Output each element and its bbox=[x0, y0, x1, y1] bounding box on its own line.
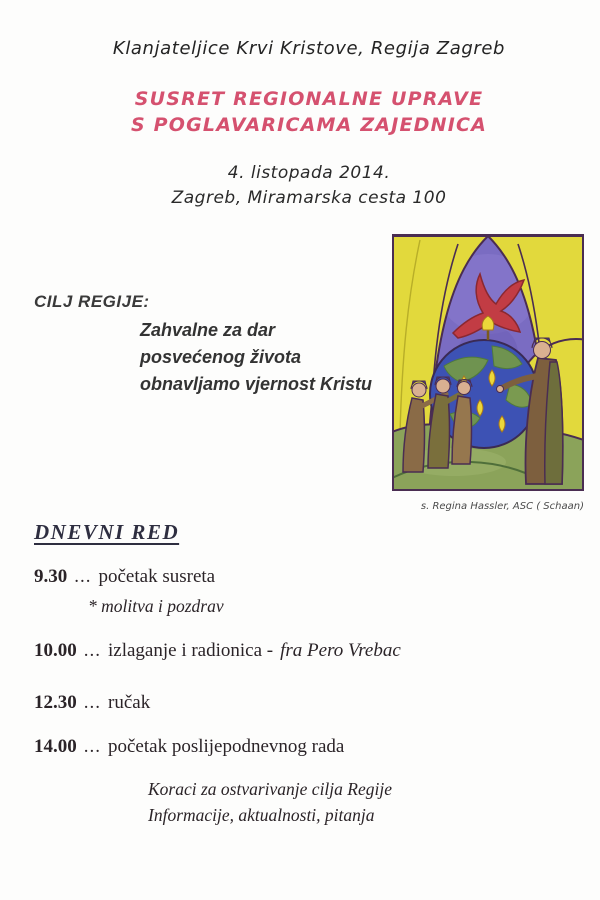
organization-line: Klanjateljice Krvi Kristove, Regija Zagreb bbox=[112, 38, 506, 59]
agenda-item bbox=[34, 566, 215, 588]
goal-line2: posvećenog života bbox=[140, 347, 302, 367]
agenda-text: izlaganje i radionica - bbox=[108, 640, 274, 661]
agenda-time: 14.00 bbox=[34, 736, 77, 757]
agenda-text: početak poslijepodnevnog rada bbox=[108, 736, 345, 757]
goal-line1: Zahvalne za dar bbox=[140, 320, 276, 340]
agenda-item bbox=[34, 736, 344, 758]
artwork-caption: s. Regina Hassler, ASC ( Schaan) bbox=[420, 501, 584, 512]
event-title-line2: S POGLAVARICAMA ZAJEDNICA bbox=[130, 114, 488, 136]
agenda-text: ručak bbox=[108, 692, 151, 713]
agenda-separator: ... bbox=[83, 692, 101, 713]
event-location: Zagreb, Miramarska cesta 100 bbox=[171, 188, 447, 208]
agenda-heading: DNEVNI RED bbox=[34, 520, 180, 544]
event-date: 4. listopada 2014. bbox=[227, 163, 391, 183]
agenda-time: 12.30 bbox=[34, 692, 77, 713]
agenda-item bbox=[34, 640, 401, 662]
agenda-speaker: fra Pero Vrebac bbox=[280, 640, 401, 661]
agenda-note: Informacije, aktualnosti, pitanja bbox=[148, 805, 375, 825]
event-title-line1: SUSRET REGIONALNE UPRAVE bbox=[134, 88, 484, 110]
stained-glass-artwork bbox=[392, 234, 584, 491]
agenda-separator: ... bbox=[74, 566, 92, 587]
agenda-separator: ... bbox=[83, 640, 101, 661]
agenda-note: * molitva i pozdrav bbox=[88, 596, 224, 616]
agenda-note: Koraci za ostvarivanje cilja Regije bbox=[148, 779, 392, 799]
goal-text bbox=[140, 317, 372, 398]
agenda-time: 9.30 bbox=[34, 566, 68, 587]
goal-label: CILJ REGIJE: bbox=[34, 292, 150, 311]
agenda-separator: ... bbox=[83, 736, 101, 757]
goal-line3: obnavljamo vjernost Kristu bbox=[140, 374, 373, 394]
agenda-item bbox=[34, 692, 150, 714]
agenda-time: 10.00 bbox=[34, 640, 77, 661]
stained-glass-illustration bbox=[392, 234, 584, 491]
agenda-text: početak susreta bbox=[98, 566, 216, 587]
